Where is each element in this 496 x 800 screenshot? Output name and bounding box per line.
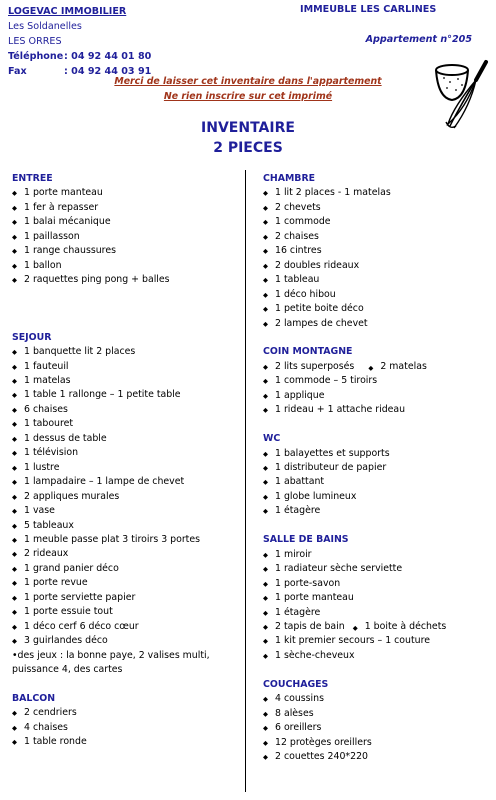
list-item: ◆ 1 tabouret — [12, 417, 240, 431]
section-title-sejour: SEJOUR — [12, 331, 52, 343]
list-item: ◆ 2 cendriers — [12, 706, 240, 720]
list-item: ◆ 1 porte serviette papier — [12, 591, 240, 605]
section-title-chambre: CHAMBRE — [263, 173, 316, 184]
list-item: ◆ 1 commode – 5 tiroirs — [263, 374, 491, 388]
list-item: ◆ 1 distributeur de papier — [263, 461, 491, 475]
list-item: ◆ 1 porte manteau — [263, 591, 491, 605]
list-item: ◆ 1 radiateur sèche serviette — [263, 562, 491, 576]
fax-number: : 04 92 44 03 91 — [64, 66, 152, 77]
list-item: ◆ 1 sèche-cheveux — [263, 649, 491, 663]
list-item: ◆ 1 étagère — [263, 606, 491, 620]
list-item — [263, 360, 491, 374]
list-item: ◆ 1 dessus de table — [12, 432, 240, 446]
list-item: ◆ 1 fer à repasser — [12, 201, 240, 215]
list-item: ◆ 1 tableau — [263, 273, 491, 287]
list-item: ◆ 1 lit 2 places - 1 matelas — [263, 186, 491, 200]
list-item: ◆ 1 banquette lit 2 places — [12, 345, 240, 359]
list-item: ◆ 4 coussins — [263, 692, 491, 706]
list-item: ◆ 1 porte-savon — [263, 577, 491, 591]
list-item: ◆ 1 lampadaire – 1 lampe de chevet — [12, 475, 240, 489]
list-item: ◆ 1 porte revue — [12, 576, 240, 590]
building-name: IMMEUBLE LES CARLINES — [300, 4, 437, 15]
column-divider — [245, 170, 246, 792]
section-title-entree: ENTREE — [12, 173, 53, 184]
list-item: ◆ 1 abattant — [263, 475, 491, 489]
title-line-1: INVENTAIRE — [201, 120, 295, 136]
list-wc — [263, 447, 491, 519]
header-contact-block — [8, 4, 151, 79]
company-name: LOGEVAC IMMOBILIER — [8, 6, 127, 17]
list-item: ◆ 1 grand panier déco — [12, 562, 240, 576]
list-item: ◆ 2 raquettes ping pong + balles — [12, 273, 240, 287]
list-item: ◆ 1 balai mécanique — [12, 215, 240, 229]
list-item: ◆ 1 miroir — [263, 548, 491, 562]
list-coin-montagne — [263, 360, 491, 418]
list-item: ◆ 1 kit premier secours – 1 couture — [263, 634, 491, 648]
list-item: ◆ 1 paillasson — [12, 230, 240, 244]
list-item-part: ◆ 2 matelas — [368, 361, 427, 372]
list-item: ◆ 2 rideaux — [12, 547, 240, 561]
list-item: ◆ 1 déco hibou — [263, 288, 491, 302]
address-line-1: Les Soldanelles — [8, 21, 82, 32]
list-item: ◆ 2 couettes 240*220 — [263, 750, 491, 764]
list-item: ◆ 1 ballon — [12, 259, 240, 273]
list-entree — [12, 186, 240, 287]
list-item: ◆ 6 chaises — [12, 403, 240, 417]
list-item: ◆ 1 balayettes et supports — [263, 447, 491, 461]
list-item: ◆ 1 déco cerf 6 déco cœur — [12, 620, 240, 634]
list-item: ◆ 1 fauteuil — [12, 360, 240, 374]
section-title-salle-de-bains: SALLE DE BAINS — [263, 534, 349, 546]
list-item: ◆ 1 range chaussures — [12, 244, 240, 258]
list-item: ◆ 1 rideau + 1 attache rideau — [263, 403, 491, 417]
title-line-2: 2 PIECES — [213, 140, 283, 156]
list-item: ◆ 2 doubles rideaux — [263, 259, 491, 273]
list-item: ◆ 6 oreillers — [263, 721, 491, 735]
phone-label: Téléphone — [8, 51, 64, 62]
list-item: ◆ 8 alèses — [263, 707, 491, 721]
section-title-couchages: COUCHAGES — [263, 678, 329, 690]
list-item — [263, 620, 491, 634]
section-title-balcon: BALCON — [12, 692, 56, 704]
fax-label: Fax — [8, 66, 27, 77]
list-item: ◆ 1 lustre — [12, 461, 240, 475]
phone-number: : 04 92 44 01 80 — [64, 51, 152, 62]
list-item: ◆ 1 étagère — [263, 504, 491, 518]
list-item: ◆ 1 globe lumineux — [263, 490, 491, 504]
list-item: ◆ 3 guirlandes déco — [12, 634, 240, 648]
document-title — [0, 118, 496, 158]
list-item: ◆ 1 petite boite déco — [263, 302, 491, 316]
list-item: ◆ 1 commode — [263, 215, 491, 229]
list-balcon — [12, 706, 240, 749]
left-column — [12, 172, 240, 750]
list-item: ◆ 12 protèges oreillers — [263, 736, 491, 750]
address-line-2: LES ORRES — [8, 36, 62, 47]
list-sejour — [12, 345, 240, 649]
phone-row — [8, 49, 151, 64]
list-item: ◆ 2 chevets — [263, 201, 491, 215]
list-item: ◆ 1 télévision — [12, 446, 240, 460]
sejour-games-note: •des jeux : la bonne paye, 2 valises multi, puissance 4, des cartes — [12, 649, 210, 676]
list-item: ◆ 1 applique — [263, 389, 491, 403]
list-item-part: ◆ 1 boite à déchets — [353, 621, 447, 632]
list-item: ◆ 5 tableaux — [12, 519, 240, 533]
list-item: ◆ 2 appliques murales — [12, 490, 240, 504]
apartment-number: Appartement n°205 — [365, 34, 472, 45]
right-column — [263, 172, 491, 765]
section-title-coin-montagne: COIN MONTAGNE — [263, 346, 353, 358]
list-item: ◆ 1 matelas — [12, 374, 240, 388]
list-item: ◆ 1 porte essuie tout — [12, 605, 240, 619]
list-item: ◆ 4 chaises — [12, 721, 240, 735]
notice-line-1: Merci de laisser cet inventaire dans l'appartement — [114, 76, 382, 87]
list-item: ◆ 1 table ronde — [12, 735, 240, 749]
list-couchages — [263, 692, 491, 764]
notice — [0, 74, 496, 104]
list-item: ◆ 16 cintres — [263, 244, 491, 258]
list-item: ◆ 1 meuble passe plat 3 tiroirs 3 portes — [12, 533, 240, 547]
list-item: ◆ 1 vase — [12, 504, 240, 518]
list-salle-de-bains — [263, 548, 491, 664]
list-item: ◆ 1 table 1 rallonge – 1 petite table — [12, 388, 240, 402]
list-chambre — [263, 186, 491, 331]
list-item: ◆ 2 chaises — [263, 230, 491, 244]
list-item-part: 2 tapis de bain — [275, 621, 345, 632]
section-title-wc: WC — [263, 433, 281, 445]
notice-line-2: Ne rien inscrire sur cet imprimé — [163, 91, 333, 102]
list-item: ◆ 2 lampes de chevet — [263, 317, 491, 331]
list-item: ◆ 1 porte manteau — [12, 186, 240, 200]
list-item-part: 2 lits superposés — [275, 360, 355, 372]
